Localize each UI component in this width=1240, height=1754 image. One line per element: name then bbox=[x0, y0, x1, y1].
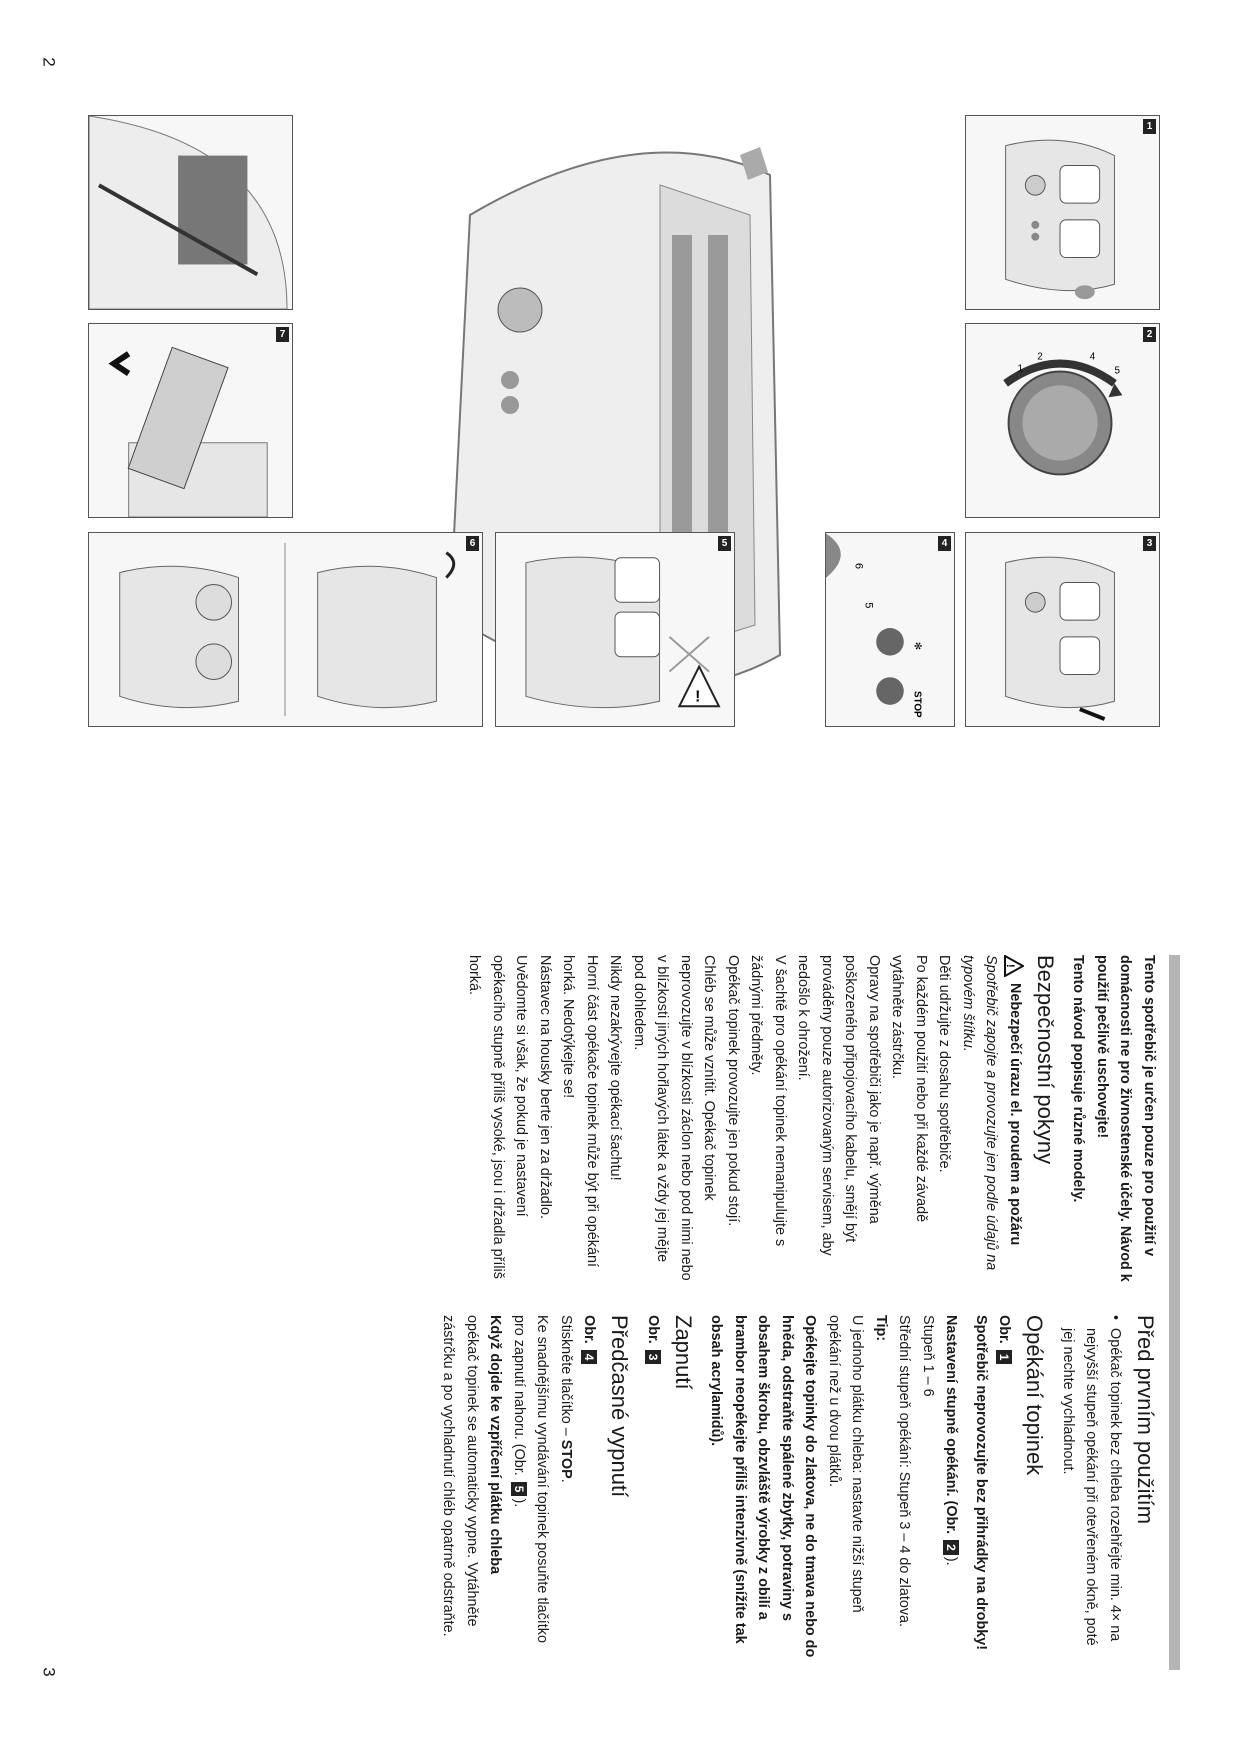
first-use-title: Před prvním použitím bbox=[1133, 1315, 1158, 1525]
setting-text: Nastavení stupně opékání. (Obr. 2). bbox=[943, 1315, 960, 1566]
figure-2 bbox=[965, 323, 1160, 518]
column-left bbox=[462, 955, 1160, 1285]
bullet-icon: • bbox=[1107, 1315, 1123, 1321]
rating-plate-text: Spotřebič zapojte a provozujte jen podle údajů na typovém štítku. bbox=[960, 955, 1000, 1271]
safety-para-3: Opravy na spotřebiči jako je např. výměna poškozeného připojovacího kabelu, smějí být prováděny pouze autorizovaným servisem, aby nedošlo k ohrožení. bbox=[795, 955, 882, 1256]
figure-number: 5 bbox=[718, 536, 731, 551]
warning-triangle-icon bbox=[1004, 955, 1024, 977]
column-right bbox=[436, 1315, 1160, 1660]
stop-label: STOP bbox=[911, 691, 923, 718]
early-off-title: Předčasné vypnutí bbox=[607, 1315, 633, 1498]
safety-para-8: Horní část opékače topinek může být při opékání horká. Nedotýkejte se! bbox=[560, 955, 600, 1267]
figure-7 bbox=[88, 323, 293, 518]
svg-text:✻: ✻ bbox=[911, 641, 923, 651]
safety-para-6: Chléb se může vznítit. Opékač topinek neprovozujte v blízkosti záclon nebo pod nimi nebo v blízkosti jiných hořlavých látek a vždy jej mějte pod dohledem. bbox=[631, 955, 718, 1281]
tip-label: Tip: bbox=[873, 1315, 889, 1342]
text-page bbox=[130, 955, 1160, 1670]
figure-number: 6 bbox=[466, 536, 479, 551]
safety-para-7: Nikdy nezakrývejte opékací šachtu! bbox=[607, 955, 624, 1181]
first-use-bullet bbox=[1056, 1315, 1127, 1660]
svg-text:4: 4 bbox=[1089, 351, 1096, 363]
toaster-bun-rack-icon bbox=[89, 533, 482, 726]
lift-text: Ke snadnějšímu vyndávání topinek posuňte tlačítko pro zapnutí nahoru. (Obr. 5). bbox=[511, 1315, 551, 1643]
browning-dial-icon bbox=[966, 324, 1159, 517]
safety-para-9: Nástavec na housky berte jen za držadlo. Uvědomte si však, že pokud je nastavení opékacího stupně příliš vysoké, jsou i držadla příliš horká. bbox=[466, 955, 553, 1279]
figure-4 bbox=[825, 532, 955, 727]
cord-storage-icon bbox=[89, 116, 292, 309]
switch-on-title: Zapnutí bbox=[671, 1315, 696, 1390]
first-use-text: Opékač topinek bez chleba rozehřejte min. 4× na nejvyšší stupeň opékání při otevřeném okně, poté jej nechte vychladnout. bbox=[1060, 1328, 1123, 1646]
safety-title: Bezpečnostní pokyny bbox=[1033, 955, 1058, 1165]
svg-text:!: ! bbox=[695, 688, 701, 706]
figure-number: 4 bbox=[938, 536, 951, 551]
svg-text:5: 5 bbox=[1114, 365, 1120, 377]
figure-number: 1 bbox=[1143, 119, 1156, 134]
steps-text: Stupeň 1 – 6 bbox=[920, 1315, 936, 1397]
svg-text:5: 5 bbox=[862, 602, 875, 609]
figure-cord bbox=[88, 115, 293, 310]
figure-5 bbox=[495, 532, 735, 727]
figure-6 bbox=[88, 532, 483, 727]
svg-text:!: ! bbox=[1004, 964, 1016, 968]
acrylamide-text: Opékejte topinky do zlatova, ne do tmava nebo do hněda, odstraňte spálené zbytky, potraviny s obsahem škrobu, obzvláště výrobky z obilí a brambor neopékejte příliš intenzivně (snížíte tak obsah acrylamidů). bbox=[708, 1315, 819, 1658]
warning-text: Nebezpečí úrazu el. proudem a požáru bbox=[1007, 983, 1023, 1246]
toasting-title: Opékání topinek bbox=[1022, 1315, 1048, 1476]
toaster-lever-down-icon bbox=[966, 533, 1159, 726]
jam-bold: Když dojde ke vzpříčení plátku chleba bbox=[487, 1315, 504, 1575]
toaster-with-bread-icon bbox=[966, 116, 1159, 309]
figure-number: 3 bbox=[1143, 536, 1156, 551]
safety-para-5: Opékač topinek provozujte jen pokud stojí. bbox=[725, 955, 741, 1227]
safety-para-1: Děti udržujte z dosahu spotřebiče. bbox=[936, 955, 953, 1173]
figure-3 bbox=[965, 532, 1160, 727]
svg-text:6: 6 bbox=[852, 563, 865, 570]
safety-para-2: Po každém použití nebo při každé závadě vytáhněte zástrčku. bbox=[889, 955, 929, 1223]
warning-row bbox=[1003, 955, 1027, 1285]
safety-para-4: V šachtě pro opékání topinek nemanipulujte s žádnými předměty. bbox=[748, 955, 788, 1247]
intro-text: Tento spotřebič je určen pouze pro použití v domácnosti ne pro živnostenské účely. Návod k použití pečlivě uschovejte! bbox=[1094, 955, 1157, 1282]
svg-text:2: 2 bbox=[1037, 351, 1043, 363]
tip-text: U jednoho plátku chleba: nastavte nižší stupeň opékání než u dvou plátků. bbox=[826, 1315, 866, 1613]
jam-text: opékač topinek se automaticky vypne. Vytáhněte zástrčku a po vychladnutí chléb opatrně odstraňte. bbox=[440, 1315, 480, 1637]
svg-text:1: 1 bbox=[1017, 363, 1023, 375]
page-number-left: 2 bbox=[39, 57, 59, 67]
middle-setting-text: Střední stupeň opékání: Stupeň 3 – 4 do zlatova. bbox=[896, 1315, 913, 1628]
stop-text: Stiskněte tlačítko – STOP. bbox=[558, 1315, 574, 1483]
crumb-tray-icon bbox=[89, 324, 292, 517]
control-buttons-icon bbox=[826, 533, 954, 726]
figure-1 bbox=[965, 115, 1160, 310]
switch-on-ref: Obr. 3 bbox=[641, 1315, 665, 1660]
toasting-ref: Obr. 1 bbox=[992, 1315, 1016, 1660]
toaster-toast-up-icon bbox=[496, 533, 734, 726]
page-number-right: 3 bbox=[39, 1667, 59, 1677]
crumb-tray-warning: Spotřebič neprovozujte bez přihrádky na drobky! bbox=[973, 1315, 989, 1651]
early-off-ref: Obr. 4 bbox=[577, 1315, 601, 1660]
header-bar bbox=[1169, 955, 1180, 1670]
figure-number: 7 bbox=[276, 327, 289, 342]
figure-number: 2 bbox=[1143, 327, 1156, 342]
intro-models: Tento návod popisuje různé modely. bbox=[1070, 955, 1087, 1203]
